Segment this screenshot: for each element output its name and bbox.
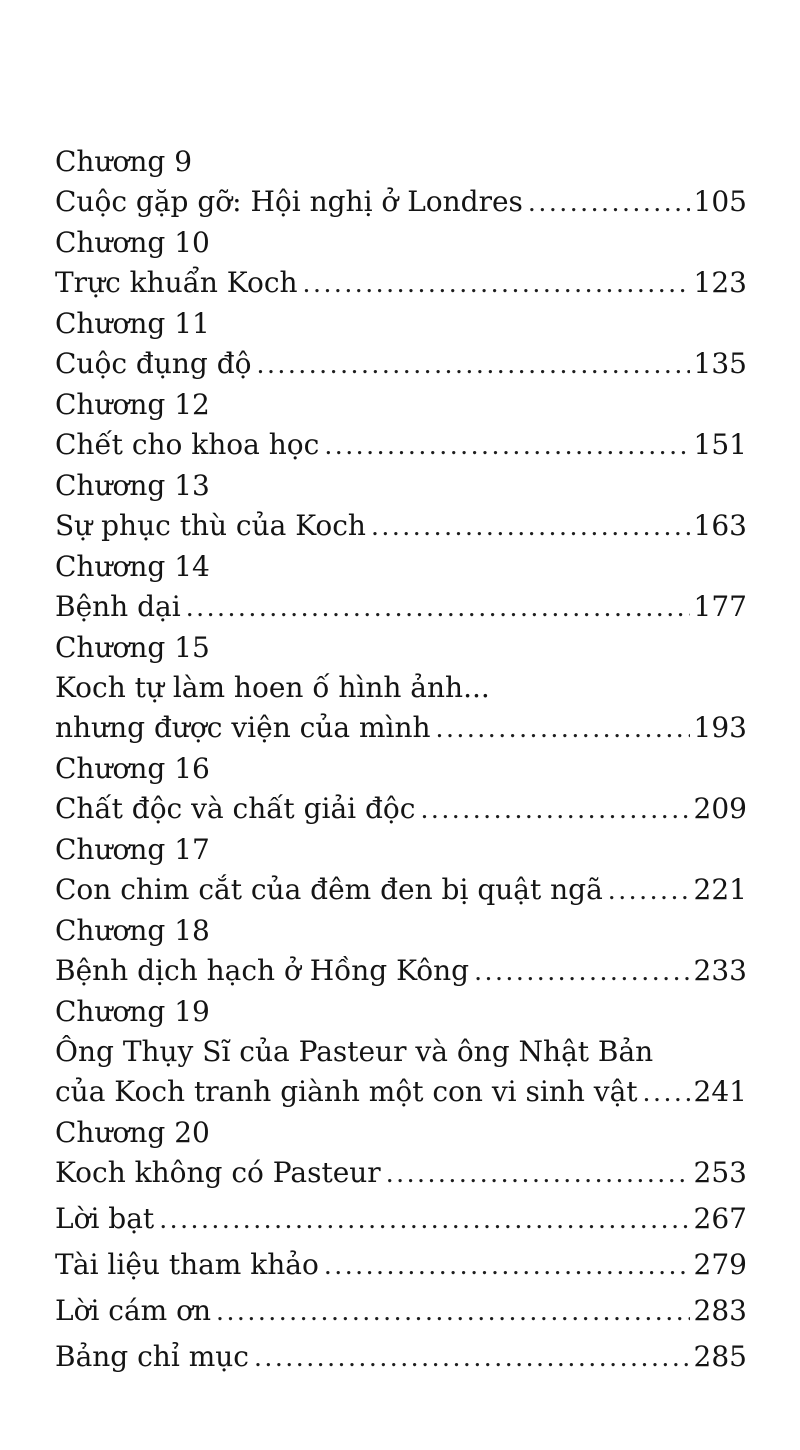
toc-title-row [55, 1291, 747, 1332]
chapter-label: Chương 16 [55, 752, 210, 785]
toc-entry [55, 830, 747, 911]
dot-leader [386, 1153, 690, 1194]
page-number: 105 [693, 185, 747, 218]
dot-leader [643, 1072, 690, 1113]
chapter-label: Chương 19 [55, 995, 210, 1028]
dot-leader [371, 506, 690, 547]
dot-leader [324, 425, 689, 466]
toc-title-row [55, 1245, 747, 1286]
toc-entry [55, 911, 747, 992]
dot-leader [186, 587, 690, 628]
dot-leader [216, 1291, 690, 1332]
toc-title-row [55, 182, 747, 223]
chapter-label: Chương 17 [55, 833, 210, 866]
toc-title-row [55, 951, 747, 992]
toc-entry [55, 992, 747, 1113]
chapter-label: Chương 11 [55, 307, 210, 340]
page-number: 193 [693, 711, 747, 744]
toc-title: Con chim cắt của đêm đen bị quật ngã [55, 873, 603, 906]
dot-leader [324, 1245, 690, 1286]
toc-title-row [55, 344, 747, 385]
toc-title: Bệnh dịch hạch ở Hồng Kông [55, 954, 470, 987]
toc-title: Lời cám ơn [55, 1294, 212, 1327]
dot-leader [254, 1337, 690, 1378]
toc-title-first-line: Ông Thụy Sĩ của Pasteur và ông Nhật Bản [55, 1035, 654, 1068]
toc-title-row [55, 506, 747, 547]
page-number: 221 [693, 873, 747, 906]
toc-title-row [55, 1072, 747, 1113]
page-number: 283 [693, 1294, 747, 1327]
page-number: 279 [693, 1248, 747, 1281]
page-number: 135 [693, 347, 747, 380]
page-number: 151 [693, 428, 747, 461]
chapter-label: Chương 14 [55, 550, 210, 583]
toc-title: của Koch tranh giành một con vi sinh vật [55, 1075, 638, 1108]
toc-entry [55, 385, 747, 466]
page-number: 253 [693, 1156, 747, 1189]
toc-entry [55, 223, 747, 304]
chapter-label: Chương 10 [55, 226, 210, 259]
chapter-label: Chương 15 [55, 631, 210, 664]
toc-title-row [55, 1153, 747, 1194]
chapter-label: Chương 13 [55, 469, 210, 502]
page-number: 123 [693, 266, 747, 299]
toc-title: nhưng được viện của mình [55, 711, 431, 744]
dot-leader [436, 708, 690, 749]
toc-title: Chất độc và chất giải độc [55, 792, 416, 825]
toc-title-row [55, 1337, 747, 1378]
toc-title-row [55, 587, 747, 628]
toc-title: Bệnh dại [55, 590, 181, 623]
dot-leader [608, 870, 690, 911]
toc-entry [55, 628, 747, 749]
chapter-label: Chương 9 [55, 145, 193, 178]
toc-title-row [55, 425, 747, 466]
toc-entry [55, 142, 747, 223]
toc-entry [55, 466, 747, 547]
toc-title: Cuộc đụng độ [55, 347, 252, 380]
page-number: 233 [693, 954, 747, 987]
toc-title: Lời bạt [55, 1202, 155, 1235]
toc-entry [55, 304, 747, 385]
page-number: 163 [693, 509, 747, 542]
toc-title-row [55, 263, 747, 304]
toc-entry [55, 1291, 747, 1332]
toc-title: Cuộc gặp gỡ: Hội nghị ở Londres [55, 185, 523, 218]
dot-leader [257, 344, 690, 385]
page-number: 241 [693, 1075, 747, 1108]
dot-leader [474, 951, 689, 992]
dot-leader [303, 263, 690, 304]
toc-entry [55, 1113, 747, 1194]
toc-title-first-line: Koch tự làm hoen ố hình ảnh... [55, 671, 490, 704]
toc-title: Sự phục thù của Koch [55, 509, 366, 542]
toc-title: Bảng chỉ mục [55, 1340, 249, 1373]
toc-title: Trực khuẩn Koch [55, 266, 298, 299]
page-number: 267 [693, 1202, 747, 1235]
page-number: 285 [693, 1340, 747, 1373]
page-number: 209 [693, 792, 747, 825]
toc-title: Koch không có Pasteur [55, 1156, 381, 1189]
table-of-contents [55, 142, 747, 1378]
dot-leader [420, 789, 689, 830]
toc-entry [55, 1245, 747, 1286]
dot-leader [528, 182, 690, 223]
toc-title: Chết cho khoa học [55, 428, 320, 461]
toc-title: Tài liệu tham khảo [55, 1248, 319, 1281]
page-number: 177 [693, 590, 747, 623]
chapter-label: Chương 12 [55, 388, 210, 421]
toc-title-row [55, 1199, 747, 1240]
chapter-label: Chương 18 [55, 914, 210, 947]
toc-title-row [55, 708, 747, 749]
toc-title-row [55, 789, 747, 830]
toc-title-row [55, 870, 747, 911]
toc-entry [55, 1337, 747, 1378]
dot-leader [159, 1199, 689, 1240]
toc-entry [55, 749, 747, 830]
toc-entry [55, 1199, 747, 1240]
toc-entry [55, 547, 747, 628]
chapter-label: Chương 20 [55, 1116, 210, 1149]
